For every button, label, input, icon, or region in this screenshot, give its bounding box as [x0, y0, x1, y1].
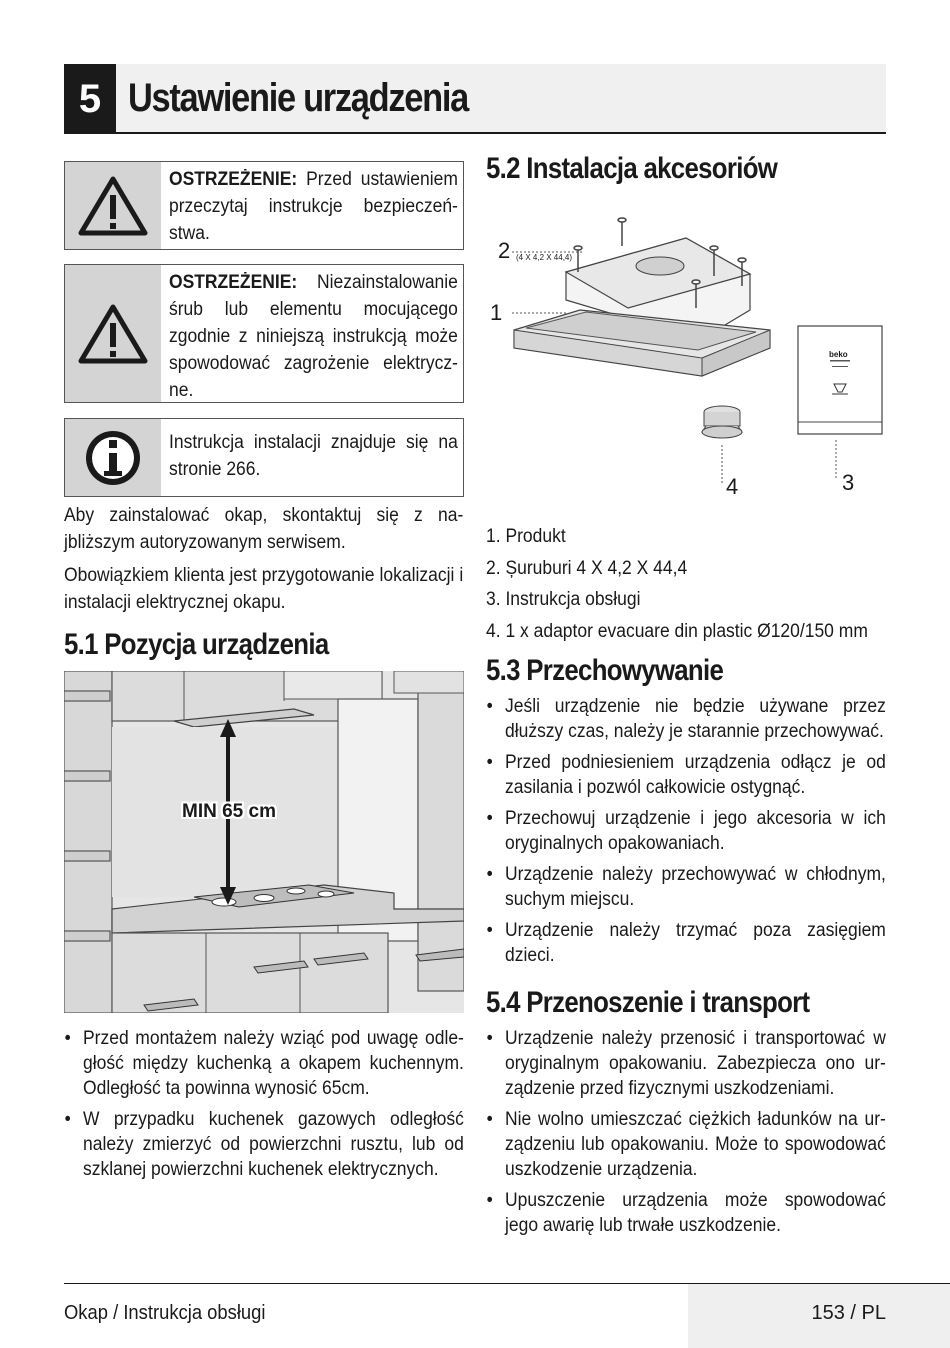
list-item: 2. Șuruburi 4 X 4,2 X 44,4 — [486, 558, 688, 579]
section-5-3-title: 5.3 Przechowywanie — [486, 654, 724, 687]
list-item: • Urządzenie należy przechowywać w chłodnym, suchym miejscu. — [486, 864, 886, 910]
callout-3: 3 — [842, 470, 855, 495]
warning-box-2 — [64, 264, 464, 403]
intro-paragraph-2: Obowiązkiem klienta jest przygotowanie lokalizacji i instalacji elektrycznej okapu. — [64, 565, 464, 613]
chapter-title: Ustawienie urządzenia — [128, 76, 468, 120]
warning-icon — [65, 265, 161, 402]
manual-brand-logo: beko — [829, 350, 848, 359]
warning-label: OSTRZEŻENIE: — [169, 169, 298, 190]
callout-2: 2 — [498, 238, 511, 263]
intro-paragraph-1: Aby zainstalować okap, skontaktuj się z na-jbliższym autoryzowanym serwisem. — [64, 505, 464, 553]
list-item: • Nie wolno umieszczać ciężkich ładunków na ur-ządzeniu lub opakowaniu. Może to spowodować uszkodzenie urządzenia. — [486, 1109, 886, 1180]
info-text: Instrukcja instalacji znajduje się na stronie 266. — [169, 432, 458, 480]
list-item: • W przypadku kuchenek gazowych odległość należy zmierzyć od powierzchni rusztu, lub od szklanej powierzchni kuchenek elektrycznych. — [64, 1109, 464, 1180]
footer-title: Okap / Instrukcja obsługi — [64, 1302, 266, 1324]
list-item: 1. Produkt — [486, 526, 566, 547]
callout-4: 4 — [726, 474, 739, 499]
kitchen-figure — [64, 671, 464, 1013]
screw-spec-label: (4 X 4,2 X 44,4) — [516, 253, 573, 262]
warning-text: Przed ustawieniem przeczytaj instrukcje bezpieczeń-stwa. — [169, 169, 458, 244]
list-item: • Przed podniesieniem urządzenia odłącz je od zasilania i pozwól całkowicie ostygnąć. — [486, 752, 886, 798]
min-distance-label: MIN 65 cm — [182, 801, 276, 822]
section-5-1-title: 5.1 Pozycja urządzenia — [64, 628, 329, 661]
chapter-number: 5 — [64, 64, 116, 134]
info-icon — [65, 419, 161, 496]
warning-label: OSTRZEŻENIE: — [169, 272, 298, 293]
list-item: • Przed montażem należy wziąć pod uwagę odle-głość między kuchenką a okapem kuchennym. Odległość ta powinna wynosić 65cm. — [64, 1028, 464, 1099]
accessories-figure — [486, 200, 886, 510]
callout-1: 1 — [490, 300, 503, 325]
page-number: 153 / PL — [811, 1302, 886, 1324]
warning-text: Niezainstalowanie śrub lub elementu mocującego zgodnie z niniejszą instrukcją może spowodować zagrożenie elektrycz-ne. — [169, 272, 458, 401]
list-item: • Przechowuj urządzenie i jego akcesoria w ich oryginalnych opakowaniach. — [486, 808, 886, 854]
section-5-4-title: 5.4 Przenoszenie i transport — [486, 986, 810, 1019]
warning-icon — [65, 162, 161, 249]
list-item: • Upuszczenie urządzenia może spowodować jego awarię lub trwałe uszkodzenie. — [486, 1190, 886, 1236]
list-item: 4. 1 x adaptor evacuare din plastic Ø120/150 mm — [486, 621, 868, 642]
section-5-2-title: 5.2 Instalacja akcesoriów — [486, 152, 778, 185]
list-item: • Urządzenie należy przenosić i transportować w oryginalnym opakowaniu. Zabezpiecza ono ur-ządzenie przed fizycznymi uszkodzeniami. — [486, 1028, 886, 1099]
list-item: • Jeśli urządzenie nie będzie używane przez dłuższy czas, należy je starannie przechowywać. — [486, 696, 886, 742]
list-item: • Urządzenie należy trzymać poza zasięgiem dzieci. — [486, 920, 886, 966]
warning-box-1 — [64, 161, 464, 250]
info-box — [64, 418, 464, 497]
list-item: 3. Instrukcja obsługi — [486, 589, 641, 610]
